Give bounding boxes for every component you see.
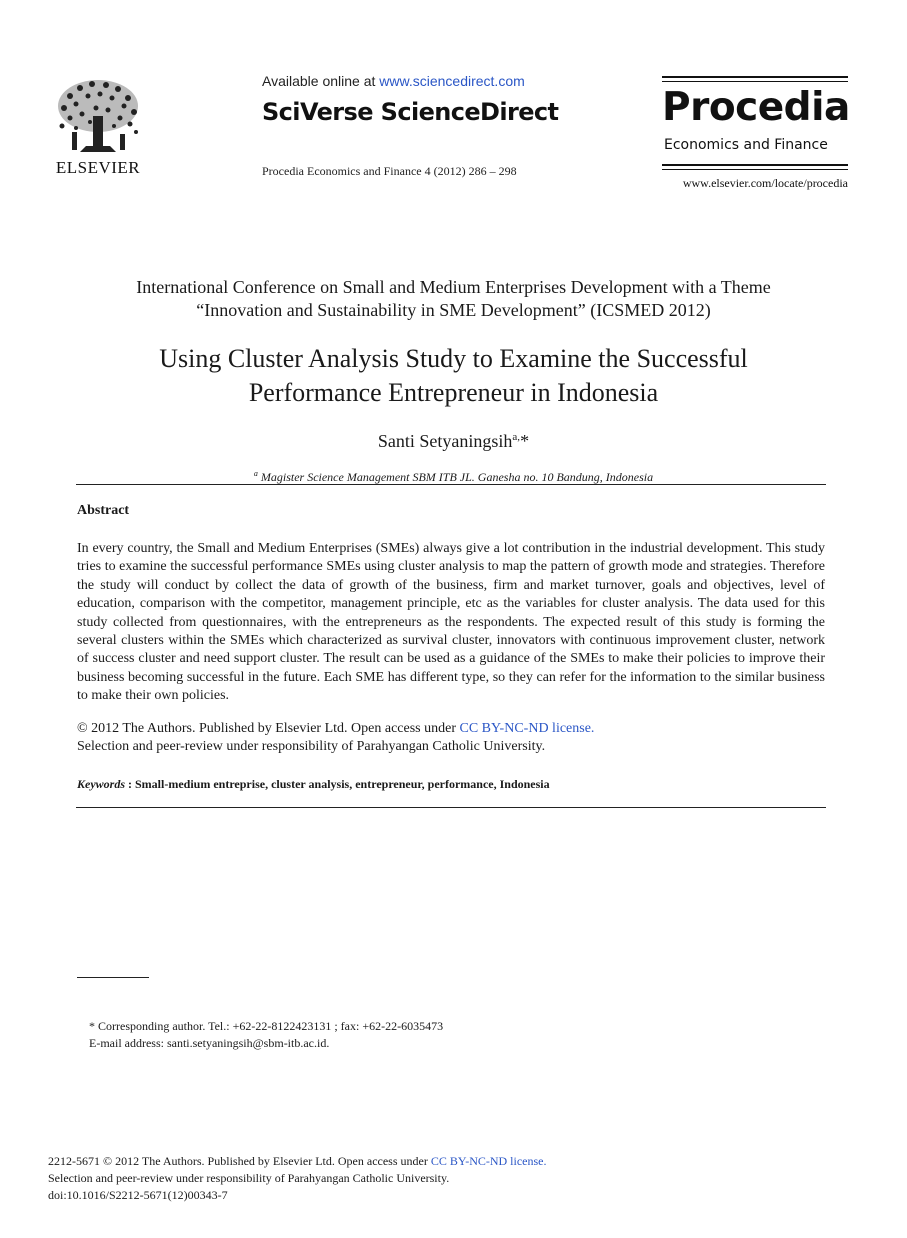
procedia-subtitle: Economics and Finance: [664, 137, 828, 153]
author-affiliation-mark: a,: [512, 431, 521, 443]
footer-issn-line: [48, 1154, 547, 1169]
abstract-body: In every country, the Small and Medium Enterprises (SMEs) always give a lot contribution in the industrial development. This study tries to examine the successful performance SMEs using cluster analysis to map the pattern of growth mode and strategies. Therefore the study will conduct by collect the data of growth of the business, firm and market turnover, goals and objectives, level of education, comparison with the competitor, management principle, etc as the variables for cluster analysis. The data used for this study collected from questionnaires, with the entrepreneurs as the respondents. The expected result of this study is forming the several clusters within the SMEs which characterized as survival cluster, innovators with continuous improvement cluster, network of success cluster and need support cluster. The result can be used as a guidance of the SMEs to make their policies to improve their business becoming successful in the future. Each SME has different type, so they can refer for the information to the similar business to make their own policies.: [77, 541, 825, 704]
footer-peer-review-line: Selection and peer-review under responsibility of Parahyangan Catholic University.: [48, 1171, 450, 1185]
conference-theme-line: [0, 300, 907, 321]
journal-url-link[interactable]: www.elsevier.com/locate/procedia: [682, 176, 848, 190]
journal-reference: Procedia Economics and Finance 4 (2012) 286 – 298: [262, 164, 517, 178]
conference-theme: “Innovation and Sustainability in SME Development”: [196, 300, 586, 320]
procedia-bottom-rule-thin: [662, 169, 848, 170]
procedia-bottom-rule: [662, 164, 848, 166]
sciencedirect-link[interactable]: www.sciencedirect.com: [379, 73, 525, 89]
keywords-label: Keywords: [77, 777, 125, 791]
footer-license-link[interactable]: CC BY-NC-ND license.: [430, 1154, 547, 1168]
keywords-line: [77, 777, 550, 792]
conference-acronym: (ICSMED 2012): [585, 300, 711, 320]
license-link[interactable]: CC BY-NC-ND license.: [459, 721, 595, 736]
elsevier-wordmark: ELSEVIER: [55, 158, 141, 177]
procedia-top-rule-thin: [662, 81, 848, 82]
abstract-bottom-rule: [76, 807, 826, 808]
affiliation-mark: a: [253, 469, 258, 478]
footer-copyright-text: 2212-5671 © 2012 The Authors. Published by Elsevier Ltd. Open access under: [48, 1154, 431, 1168]
available-online-line: [262, 73, 525, 89]
affiliation-text: Magister Science Management SBM ITB JL. Ganesha no. 10 Bandung, Indonesia: [257, 470, 654, 484]
corresponding-star: *: [520, 431, 530, 451]
procedia-top-rule: [662, 76, 848, 78]
copyright-text: © 2012 The Authors. Published by Elsevier Ltd. Open access under: [77, 721, 460, 736]
keywords-text: : Small-medium entreprise, cluster analysis, entrepreneur, performance, Indonesia: [125, 777, 550, 791]
abstract-top-rule: [76, 484, 826, 485]
paper-title-line-1: Using Cluster Analysis Study to Examine the Successful: [159, 344, 748, 373]
affiliation: [0, 469, 907, 485]
peer-review-note: Selection and peer-review under responsibility of Parahyangan Catholic University.: [77, 739, 546, 754]
paper-title-line-2: Performance Entrepreneur in Indonesia: [248, 378, 659, 407]
conference-line: International Conference on Small and Medium Enterprises Development with a Theme: [136, 277, 771, 297]
available-prefix: Available online at: [262, 73, 380, 89]
corresponding-author-note: * Corresponding author. Tel.: +62-22-8122423131 ; fax: +62-22-6035473: [89, 1019, 444, 1033]
author-line: [0, 431, 907, 452]
copyright-line: [77, 721, 594, 737]
footer-doi[interactable]: doi:10.1016/S2212-5671(12)00343-7: [48, 1188, 228, 1202]
footnote-rule: [77, 977, 149, 978]
email-note: E-mail address: santi.setyaningsih@sbm-itb.ac.id.: [89, 1036, 330, 1050]
author-name: Santi Setyaningsih: [377, 431, 513, 451]
abstract-heading: Abstract: [77, 503, 130, 518]
sciverse-sciencedirect-logo: SciVerse ScienceDirect: [262, 98, 559, 126]
procedia-logo: Procedia: [662, 85, 850, 130]
